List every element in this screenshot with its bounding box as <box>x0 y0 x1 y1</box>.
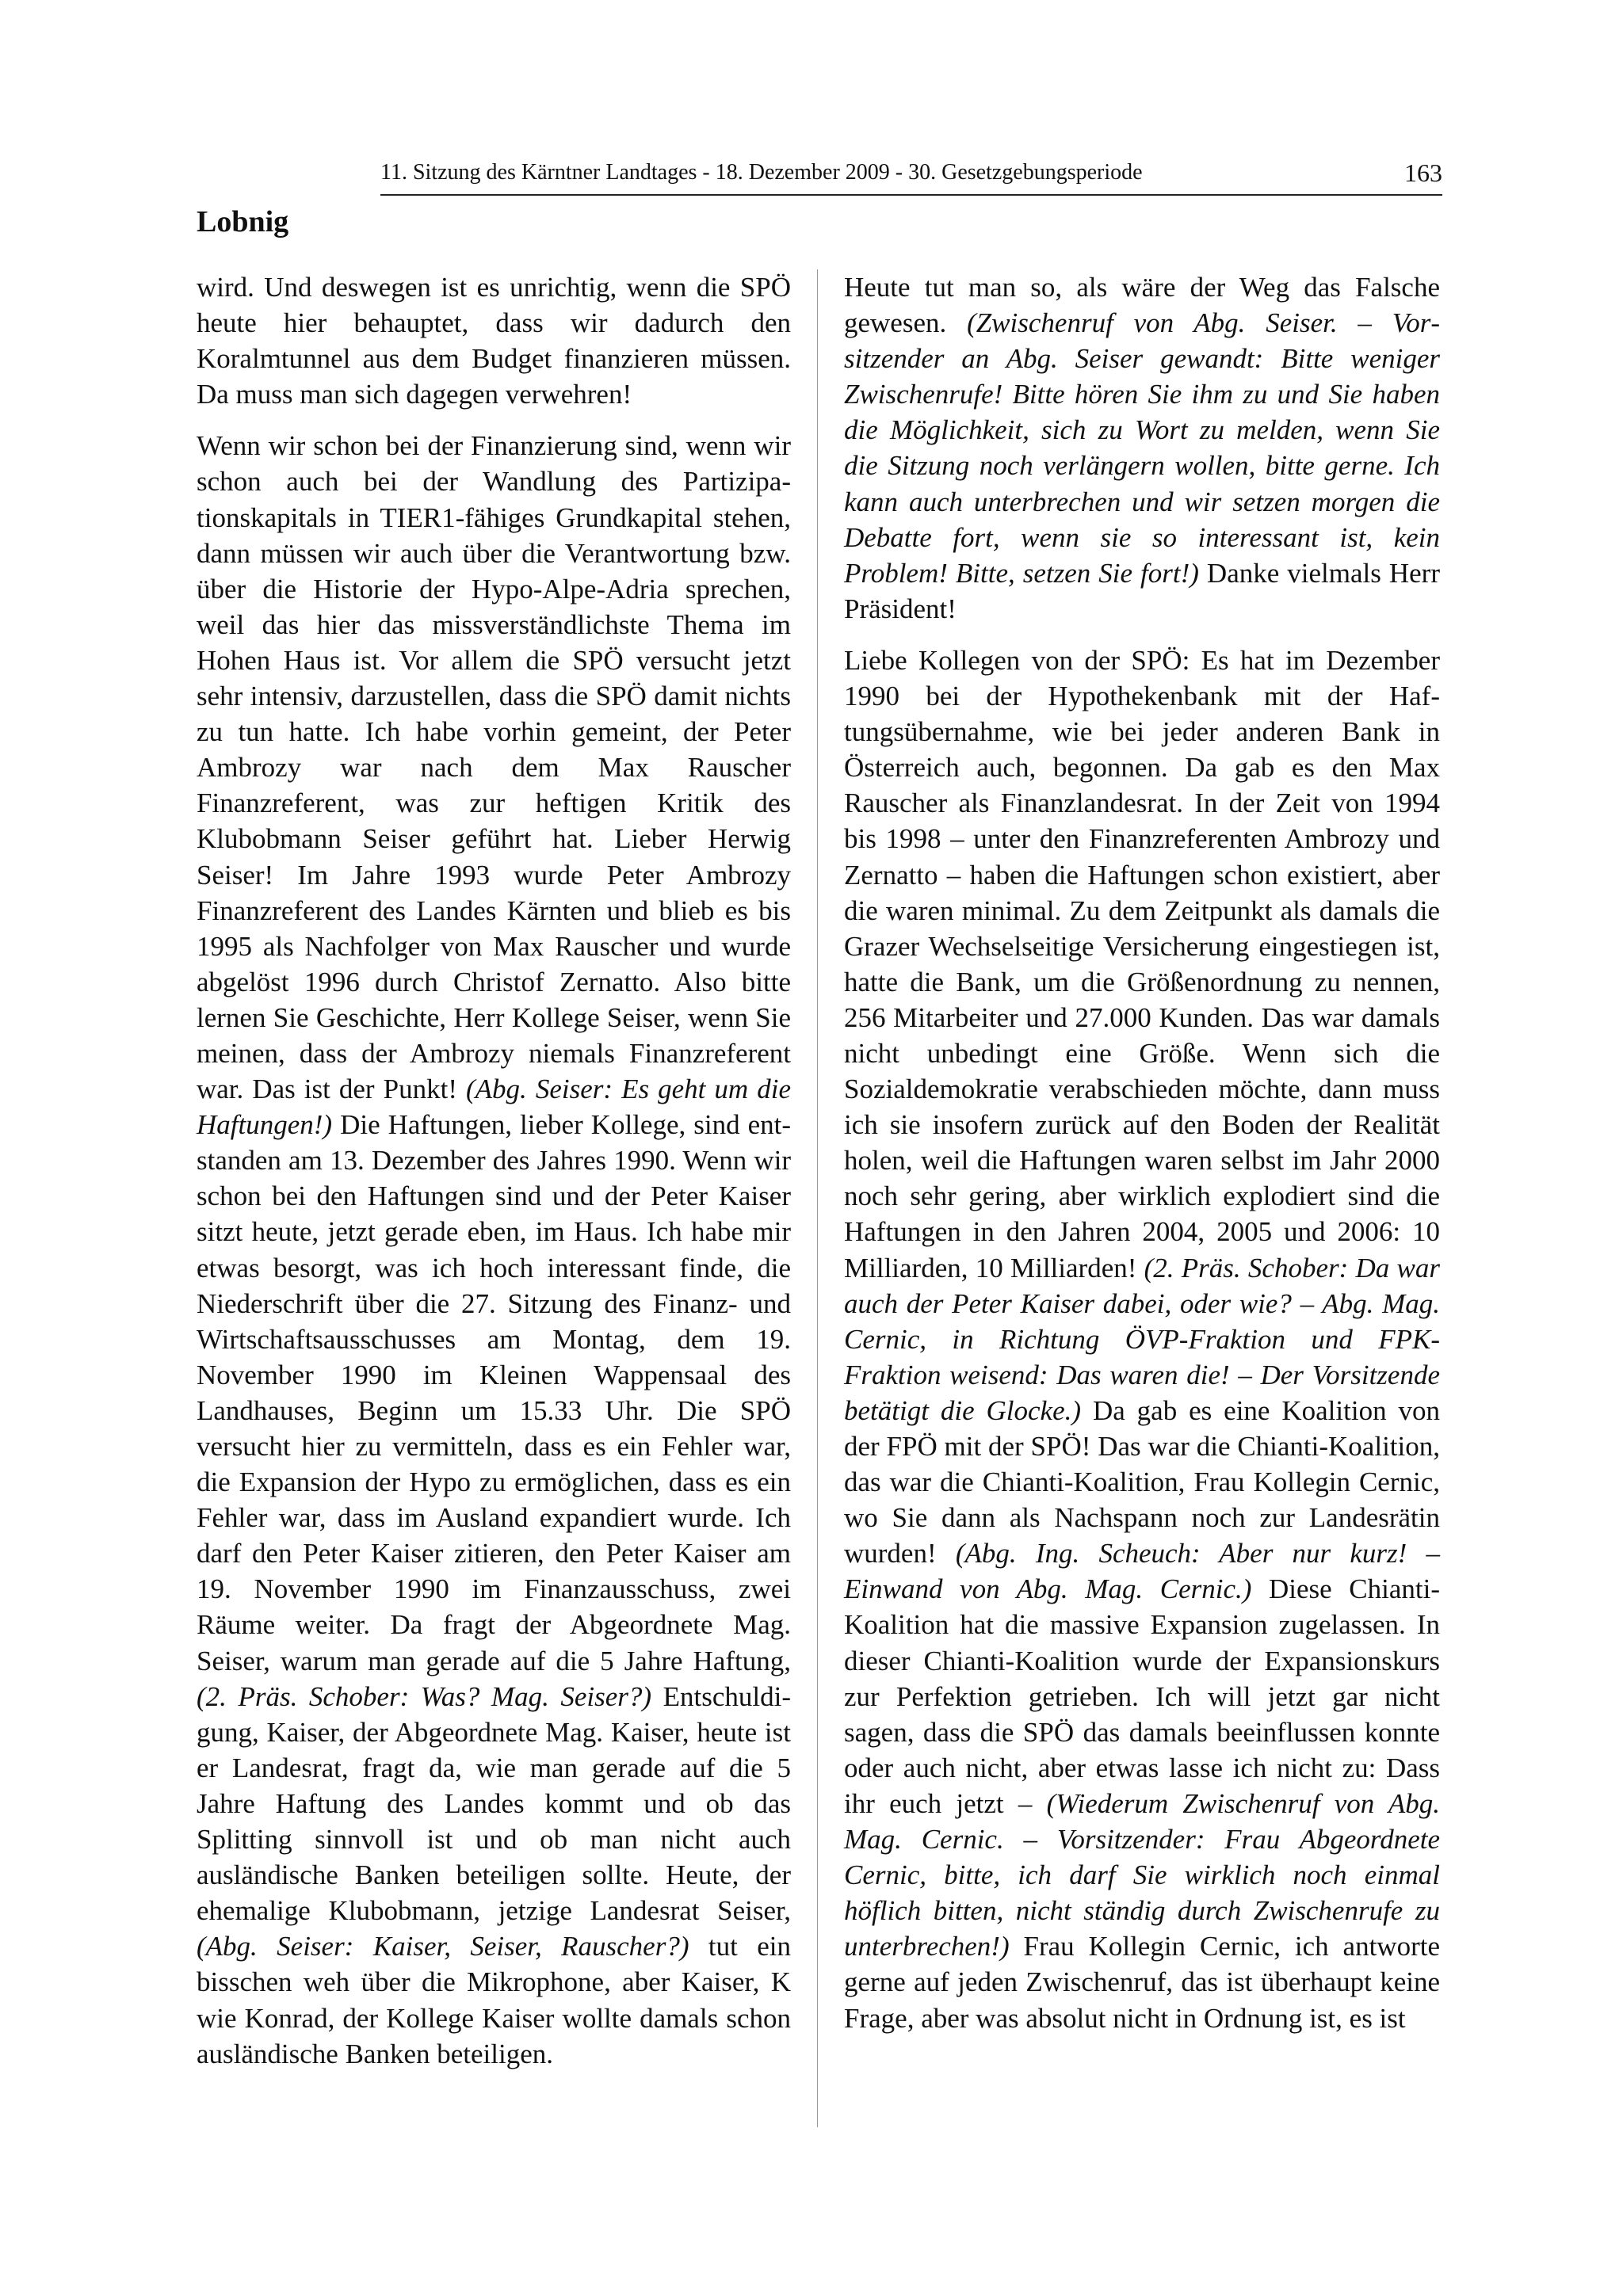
header-title: 11. Sitzung des Kärntner Landtages - 18. Dezember 2009 - 30. Gesetzgebungsperiode <box>380 160 1143 185</box>
text-run: Heute tut man so, als wäre der Weg das Falsche gewesen. <box>844 272 1440 339</box>
paragraph <box>844 269 1440 627</box>
text-run: Danke vielmals Herr Präsident! <box>844 557 1440 624</box>
interjection: (2. Präs. Schober: Da war auch der Peter Kaiser dabei, oder wie? – Abg. Mag. Cernic, in Richtung ÖVP-Fraktion und FPK-Fraktion weisend: Das waren die! – Der Vorsitzende betätigt die Glocke.) <box>844 1252 1440 1426</box>
interjection: (Abg. Seiser: Es geht um die Haftungen!) <box>197 1074 791 1141</box>
interjection: (Zwischenruf von Abg. Seiser. – Vorsitzender an Abg. Seiser gewandt: Bitte weniger Zwischenrufe! Bitte hören Sie ihm zu und Sie haben die Möglichkeit, sich zu Wort zu melden, wenn Sie die Sitzung noch verlängern wollen, bitte gerne. Ich kann auch unterbrechen und wir setzen morgen die Debatte fort, wenn sie so interessant ist, kein Problem! Bitte, setzen Sie fort!) <box>844 307 1440 589</box>
text-run: Entschuldigung, Kaiser, der Abgeordnete Mag. Kaiser, heute ist er Landesrat, fragt da, wie man gerade auf die 5 Jahre Haftung des Landes kommt und ob das Splitting sinnvoll ist und ob man nicht auch ausländische Banken beteiligen sollte. Heute, der ehemalige Klubobmann, jetzige Landesrat Seiser, <box>197 1680 791 1927</box>
speaker-name: Lobnig <box>197 205 289 238</box>
text-run: tut ein bisschen weh über die Mikrophone, aber Kaiser, K wie Konrad, der Kollege Kaiser wollte damals schon ausländische Banken beteiligen. <box>197 1931 791 2069</box>
left-column <box>197 269 791 2088</box>
interjection: (Wiederum Zwischenruf von Abg. Mag. Cernic. – Vorsitzender: Frau Abgeordnete Cernic, bitte, ich darf Sie wirklich noch einmal höflich bitten, nicht ständig durch Zwischenrufe zu unterbrechen!) <box>844 1787 1440 1962</box>
text-run: Frau Kollegin Cernic, ich antworte gerne auf jeden Zwischenruf, das ist überhaupt keine Frage, aber was absolut nicht in Ordnung ist, es ist <box>844 1931 1440 2034</box>
text-run: wird. Und deswegen ist es unrichtig, wenn die SPÖ heute hier behauptet, dass wir dadurch den Koralmtunnel aus dem Budget finanzieren müssen. Da muss man sich dagegen verwehren! <box>197 272 791 410</box>
page-number: 163 <box>1404 158 1442 187</box>
interjection: (Abg. Seiser: Kaiser, Seiser, Rauscher?) <box>197 1931 689 1962</box>
paragraph <box>844 643 1440 2036</box>
paragraph <box>197 269 791 412</box>
text-run: Diese Chianti-Koalition hat die massive Expansion zugelassen. In dieser Chianti-Koalition wurde der Expansionskurs zur Perfektion getrieben. Ich will jetzt gar nicht sagen, dass die SPÖ das damals beeinflussen konnte oder auch nicht, aber etwas lasse ich nicht zu: Dass ihr euch jetzt – <box>844 1573 1440 1819</box>
column-divider <box>817 269 818 2127</box>
right-column <box>844 269 1440 2052</box>
interjection: (Abg. Ing. Scheuch: Aber nur kurz! – Einwand von Abg. Mag. Cernic.) <box>844 1538 1441 1605</box>
paragraph <box>197 428 791 2071</box>
text-run: Liebe Kollegen von der SPÖ: Es hat im Dezember 1990 bei der Hypothekenbank mit der Haftungsübernahme, wie bei jeder anderen Bank in Österreich auch, begonnen. Da gab es den Max Rauscher als Finanzlandesrat. In der Zeit von 1994 bis 1998 – unter den Finanzreferenten Ambrozy und Zernatto – haben die Haftungen schon existiert, aber die waren minimal. Zu dem Zeitpunkt als damals die Grazer Wechselseitige Versicherung eingestiegen ist, hatte die Bank, um die Größenordnung zu nennen, 256 Mitarbeiter und 27.000 Kunden. Das war damals nicht unbedingt eine Größe. Wenn sich die Sozialdemokratie verabschieden möchte, dann muss ich sie insofern zurück auf den Boden der Realität holen, weil die Haftungen waren selbst im Jahr 2000 noch sehr gering, aber wirklich explodiert sind die Haftungen in den Jahren 2004, 2005 und 2006: 10 Milliarden, 10 Milliarden! <box>844 644 1440 1283</box>
text-run: Wenn wir schon bei der Finanzierung sind, wenn wir schon auch bei der Wandlung des Partizipationskapitals in TIER1-fähiges Grundkapital stehen, dann müssen wir auch über die Verantwortung bzw. über die Historie der Hypo-Alpe-Adria sprechen, weil das hier das missverständlichste Thema im Hohen Haus ist. Vor allem die SPÖ versucht jetzt sehr intensiv, darzustellen, dass die SPÖ damit nichts zu tun hatte. Ich habe vorhin gemeint, der Peter Ambrozy war nach dem Max Rauscher Finanzreferent, was zur heftigen Kritik des Klubobmann Seiser geführt hat. Lieber Herwig Seiser! Im Jahre 1993 wurde Peter Ambrozy Finanzreferent des Landes Kärnten und blieb es bis 1995 als Nachfolger von Max Rauscher und wurde abgelöst 1996 durch Christof Zernatto. Also bitte lernen Sie Geschichte, Herr Kollege Seiser, wenn Sie meinen, dass der Ambrozy niemals Finanzreferent war. Das ist der Punkt! <box>197 430 791 1105</box>
interjection: (2. Präs. Schober: Was? Mag. Seiser?) <box>197 1680 652 1712</box>
text-run: Da gab es eine Koalition von der FPÖ mit der SPÖ! Das war die Chianti-Koalition, das war die Chianti-Koalition, Frau Kollegin Cernic, wo Sie dann als Nachspann noch zur Landesrätin wurden! <box>844 1394 1440 1569</box>
text-run: Die Haftungen, lieber Kollege, sind entstanden am 13. Dezember des Jahres 1990. Wenn wir schon bei den Haftungen sind und der Peter Kaiser sitzt heute, jetzt gerade eben, im Haus. Ich habe mir etwas besorgt, was ich hoch interessant finde, die Niederschrift über die 27. Sitzung des Finanz- und Wirtschaftsausschusses am Montag, dem 19. November 1990 im Kleinen Wappensaal des Landhauses, Beginn um 15.33 Uhr. Die SPÖ versucht hier zu vermitteln, dass es ein Fehler war, die Expansion der Hypo zu ermöglichen, dass es ein Fehler war, dass im Ausland expandiert wurde. Ich darf den Peter Kaiser zitieren, den Peter Kaiser am 19. November 1990 im Finanzausschuss, zwei Räume weiter. Da fragt der Abgeordnete Mag. Seiser, warum man gerade auf die 5 Jahre Haftung, <box>197 1109 791 1676</box>
header-rule <box>380 194 1442 196</box>
